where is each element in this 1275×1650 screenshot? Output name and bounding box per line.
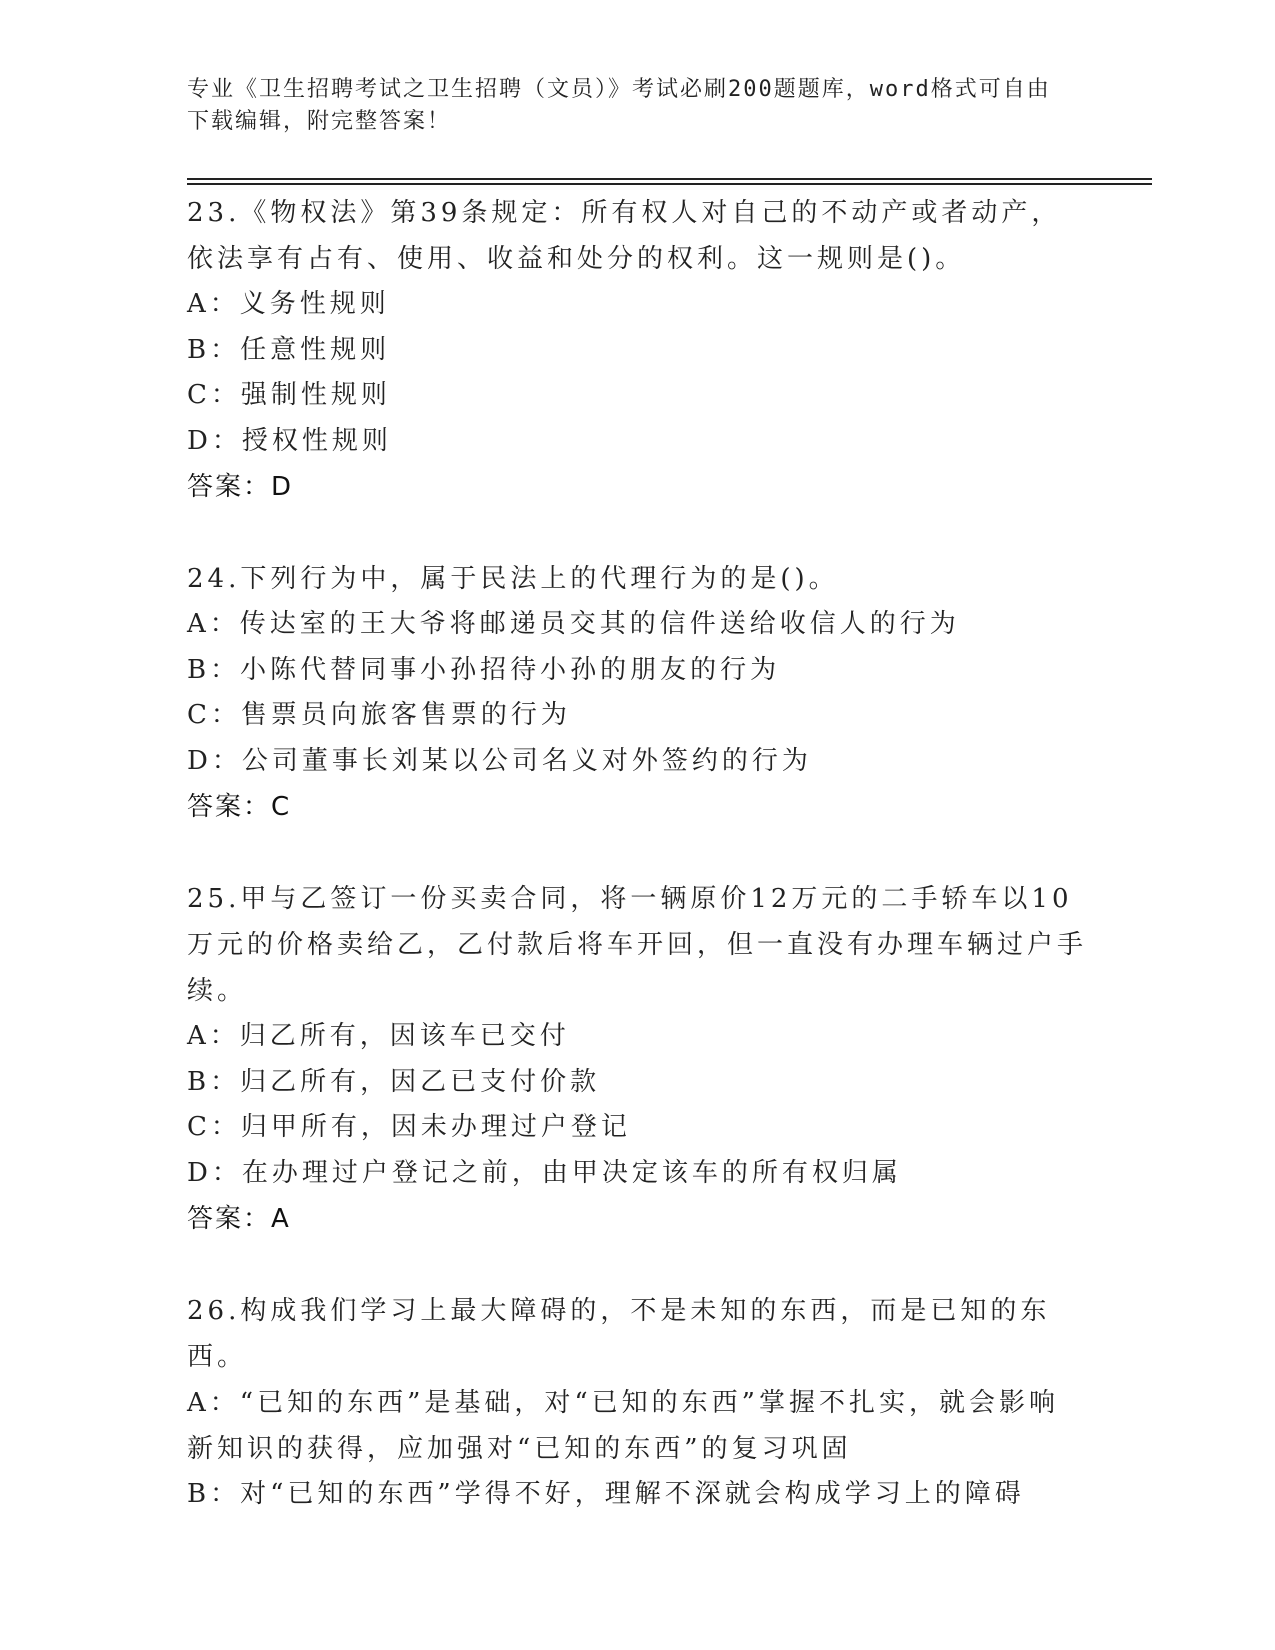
- option-a: A：义务性规则: [187, 289, 390, 319]
- option-a: A：“已知的东西”是基础，对“已知的东西”掌握不扎实，就会影响新知识的获得，应加强对“已知的东西”的复习巩固: [187, 1388, 1059, 1464]
- option-c: C：归甲所有，因未办理过户登记: [187, 1112, 631, 1142]
- question-23: [187, 190, 1087, 510]
- question-26: [187, 1288, 1087, 1518]
- option-d: D：在办理过户登记之前，由甲决定该车的所有权归属: [187, 1157, 902, 1188]
- answer: 答案：C: [187, 792, 292, 822]
- option-b: B：归乙所有，因乙已支付价款: [187, 1066, 601, 1097]
- option-a: A：传达室的王大爷将邮递员交其的信件送给收信人的行为: [187, 609, 960, 639]
- header-rule-bottom: [187, 183, 1152, 185]
- question-text: 25.甲与乙签订一份买卖合同，将一辆原价12万元的二手轿车以10万元的价格卖给乙，乙付款后将车开回，但一直没有办理车辆过户手续。: [187, 884, 1088, 1006]
- question-text: 23.《物权法》第39条规定：所有权人对自己的不动产或者动产，依法享有占有、使用、收益和处分的权利。这一规则是()。: [187, 198, 1062, 274]
- answer: 答案：A: [187, 1204, 291, 1234]
- question-list: [187, 190, 1087, 1564]
- answer: 答案：D: [187, 472, 294, 502]
- question-text: 24.下列行为中，属于民法上的代理行为的是()。: [187, 564, 839, 594]
- option-a: A：归乙所有，因该车已交付: [187, 1021, 570, 1051]
- option-c: C：售票员向旅客售票的行为: [187, 700, 571, 730]
- option-b: B：任意性规则: [187, 334, 391, 365]
- option-c: C：强制性规则: [187, 380, 391, 410]
- option-d: D：公司董事长刘某以公司名义对外签约的行为: [187, 745, 812, 776]
- option-d: D：授权性规则: [187, 425, 392, 456]
- option-b: B：小陈代替同事小孙招待小孙的朋友的行为: [187, 654, 781, 685]
- document-header: 专业《卫生招聘考试之卫生招聘（文员）》考试必刷200题题库，word格式可自由下载编辑，附完整答案！: [187, 77, 1051, 134]
- option-b: B：对“已知的东西”学得不好，理解不深就会构成学习上的障碍: [187, 1479, 1025, 1509]
- question-24: [187, 556, 1087, 830]
- question-25: [187, 876, 1087, 1242]
- question-text: 26.构成我们学习上最大障碍的，不是未知的东西，而是已知的东西。: [187, 1296, 1051, 1372]
- header-rule-top: [187, 178, 1152, 180]
